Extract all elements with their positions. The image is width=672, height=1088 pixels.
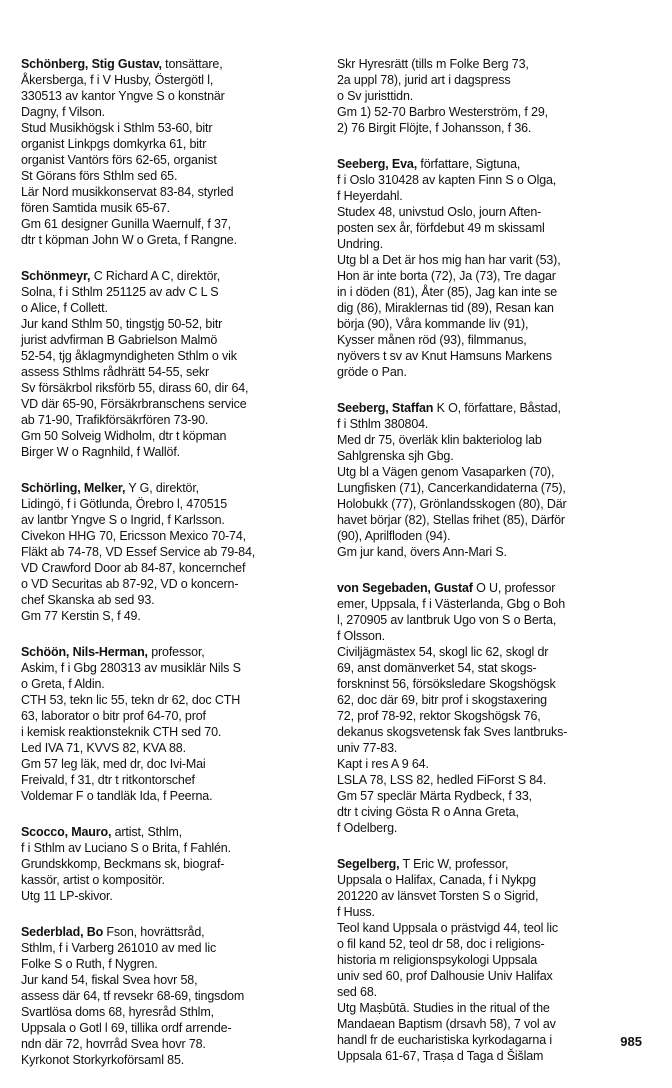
entry-text: 2a uppl 78), jurid art i dagspress	[337, 73, 511, 87]
entry-text: dekanus skogsvetensk fak Sves lantbruks-	[337, 725, 568, 739]
entry-line	[21, 788, 319, 804]
entry-line	[337, 968, 639, 984]
entry-text: Fläkt ab 74-78, VD Essef Service ab 79-84,	[21, 545, 256, 559]
entry-text: Jur kand Sthlm 50, tingstjg 50-52, bitr	[21, 317, 223, 331]
entry-text: i kemisk reaktionsteknik CTH sed 70.	[21, 725, 222, 739]
entry-line	[21, 840, 319, 856]
entry-line	[337, 528, 639, 544]
entry-line	[21, 216, 319, 232]
entry-line	[337, 888, 639, 904]
entry-text: assess Sthlms rådhrätt 54-55, sekr	[21, 365, 210, 379]
entry-line	[337, 188, 639, 204]
entry-line	[337, 820, 639, 836]
entry-text: kassör, artist o kompositör.	[21, 873, 165, 887]
entry-line	[337, 72, 639, 88]
biography-entry	[337, 856, 639, 1064]
entry-text: 72, prof 78-92, rektor Skogshögsk 76,	[337, 709, 541, 723]
entry-line	[337, 156, 639, 172]
entry-line	[21, 396, 319, 412]
entry-line	[337, 496, 639, 512]
entry-line	[337, 1000, 639, 1016]
biography-entry	[337, 400, 639, 560]
entry-name: Schönmeyr,	[21, 269, 91, 283]
entry-line	[337, 984, 639, 1000]
entry-text: organist Vantörs förs 62-65, organist	[21, 153, 217, 167]
entry-name: von Segebaden, Gustaf	[337, 581, 473, 595]
entry-text: K O, författare, Båstad,	[433, 401, 561, 415]
entry-name: Sederblad, Bo	[21, 925, 104, 939]
entry-text: Uppsala 61-67, Traṣa d Taga d Šišlam	[337, 1049, 544, 1063]
entry-text: Svartlösa doms 68, hyresråd Sthlm,	[21, 1005, 214, 1019]
entry-text: havet börjar (82), Stellas frihet (85), Därför	[337, 513, 565, 527]
entry-text: Lär Nord musikkonservat 83-84, styrled	[21, 185, 234, 199]
entry-line	[21, 444, 319, 460]
entry-text: gröde o Pan.	[337, 365, 407, 379]
entry-text: Gm 61 designer Gunilla Waernulf, f 37,	[21, 217, 231, 231]
entry-line	[337, 364, 639, 380]
entry-text: Hon är inte borta (72), Ja (73), Tre dagar	[337, 269, 556, 283]
entry-line	[21, 692, 319, 708]
entry-text: Gm 50 Solveig Widholm, dtr t köpman	[21, 429, 227, 443]
left-column	[21, 56, 319, 1088]
entry-text: 52-54, tjg åklagmyndigheten Sthlm o vik	[21, 349, 237, 363]
entry-text: assess där 64, tf revsekr 68-69, tingsdom	[21, 989, 245, 1003]
entry-text: f Odelberg.	[337, 821, 398, 835]
entry-line	[337, 448, 639, 464]
entry-text: jurist advfirman B Gabrielson Malmö	[21, 333, 218, 347]
entry-line	[337, 644, 639, 660]
entry-line	[21, 528, 319, 544]
entry-line	[21, 940, 319, 956]
entry-text: O U, professor	[472, 581, 556, 595]
entry-line	[21, 972, 319, 988]
entry-text: Y G, direktör,	[125, 481, 199, 495]
biography-entry	[21, 268, 319, 460]
entry-text: historia m religionspsykologi Uppsala	[337, 953, 538, 967]
page-number: 985	[620, 1034, 642, 1049]
biography-entry	[21, 924, 319, 1068]
entry-line	[21, 924, 319, 940]
entry-line	[21, 560, 319, 576]
entry-text: in i döden (81), Åter (85), Jag kan inte se	[337, 285, 558, 299]
entry-line	[21, 676, 319, 692]
entry-line	[21, 284, 319, 300]
entry-line	[21, 496, 319, 512]
entry-line	[337, 464, 639, 480]
entry-text: Voldemar F o tandläk Ida, f Peerna.	[21, 789, 213, 803]
entry-text: Kysser månen röd (93), filmmanus,	[337, 333, 527, 347]
entry-text: Dagny, f Vilson.	[21, 105, 105, 119]
entry-text: sed 68.	[337, 985, 377, 999]
entry-line	[21, 268, 319, 284]
biography-entry	[337, 156, 639, 380]
entry-line	[337, 872, 639, 888]
entry-text: CTH 53, tekn lic 55, tekn dr 62, doc CTH	[21, 693, 241, 707]
entry-line	[21, 104, 319, 120]
entry-line	[21, 988, 319, 1004]
entry-text: Stud Musikhögsk i Sthlm 53-60, bitr	[21, 121, 213, 135]
entry-line	[21, 824, 319, 840]
entry-text: o VD Securitas ab 87-92, VD o koncern-	[21, 577, 239, 591]
entry-line	[21, 120, 319, 136]
entry-name: Schöön, Nils-Herman,	[21, 645, 148, 659]
entry-text: dtr t civing Gösta R o Anna Greta,	[337, 805, 519, 819]
entry-text: Gm 77 Kerstin S, f 49.	[21, 609, 141, 623]
entry-text: Grundskkomp, Beckmans sk, biograf-	[21, 857, 225, 871]
entry-text: (90), Aprilfloden (94).	[337, 529, 451, 543]
entry-text: Gm 57 leg läk, med dr, doc Ivi-Mai	[21, 757, 206, 771]
entry-text: Med dr 75, överläk klin bakteriolog lab	[337, 433, 542, 447]
entry-line	[21, 724, 319, 740]
entry-line	[337, 756, 639, 772]
entry-line	[21, 136, 319, 152]
entry-line	[337, 596, 639, 612]
entry-name: Schönberg, Stig Gustav,	[21, 57, 162, 71]
biography-entry	[337, 56, 639, 136]
entry-text: univ 77-83.	[337, 741, 398, 755]
entry-text: o Sv juristtidn.	[337, 89, 414, 103]
entry-text: f Olsson.	[337, 629, 385, 643]
entry-text: fören Samtida musik 65-67.	[21, 201, 170, 215]
entry-line	[21, 544, 319, 560]
entry-name: Schörling, Melker,	[21, 481, 126, 495]
entry-text: Skr Hyresrätt (tills m Folke Berg 73,	[337, 57, 529, 71]
entry-line	[337, 692, 639, 708]
entry-line	[337, 348, 639, 364]
entry-line	[21, 856, 319, 872]
biography-entry	[21, 824, 319, 904]
biography-entry	[21, 644, 319, 804]
entry-line	[337, 88, 639, 104]
entry-text: T Eric W, professor,	[399, 857, 509, 871]
entry-line	[21, 512, 319, 528]
entry-text: f i Sthlm av Luciano S o Brita, f Fahlén.	[21, 841, 231, 855]
entry-text: Askim, f i Gbg 280313 av musiklär Nils S	[21, 661, 241, 675]
entry-line	[337, 740, 639, 756]
entry-text: dig (86), Miraklernas tid (89), Resan kan	[337, 301, 554, 315]
entry-line	[21, 888, 319, 904]
entry-text: Freivald, f 31, dtr t ritkontorschef	[21, 773, 195, 787]
entry-line	[337, 1016, 639, 1032]
entry-line	[337, 580, 639, 596]
entry-line	[21, 380, 319, 396]
entry-line	[21, 316, 319, 332]
entry-text: f i Sthlm 380804.	[337, 417, 429, 431]
entry-text: författare, Sigtuna,	[417, 157, 521, 171]
entry-line	[337, 708, 639, 724]
entry-line	[337, 904, 639, 920]
entry-line	[337, 512, 639, 528]
entry-line	[21, 332, 319, 348]
entry-line	[21, 1004, 319, 1020]
entry-text: organist Linkpgs domkyrka 61, bitr	[21, 137, 207, 151]
entry-text: emer, Uppsala, f i Västerlanda, Gbg o Boh	[337, 597, 566, 611]
entry-text: Lungfisken (71), Cancerkandidaterna (75),	[337, 481, 566, 495]
entry-line	[21, 660, 319, 676]
entry-line	[337, 284, 639, 300]
entry-text: professor,	[147, 645, 205, 659]
entry-name: Seeberg, Eva,	[337, 157, 418, 171]
biography-entry	[21, 56, 319, 248]
entry-text: f Heyerdahl.	[337, 189, 403, 203]
entry-line	[337, 332, 639, 348]
entry-line	[337, 676, 639, 692]
entry-text: Teol kand Uppsala o prästvigd 44, teol lic	[337, 921, 558, 935]
entry-line	[337, 416, 639, 432]
entry-text: Utg bl a Det är hos mig han har varit (53),	[337, 253, 561, 267]
entry-text: f Huss.	[337, 905, 375, 919]
entry-text: Civiljägmästex 54, skogl lic 62, skogl dr	[337, 645, 549, 659]
entry-line	[21, 1036, 319, 1052]
entry-line	[337, 300, 639, 316]
entry-line	[337, 220, 639, 236]
entry-text: o fil kand 52, teol dr 58, doc i religions-	[337, 937, 545, 951]
entry-text: VD där 65-90, Försäkrbranschens service	[21, 397, 247, 411]
entry-text: 69, anst domänverket 54, stat skogs-	[337, 661, 537, 675]
entry-text: 63, laborator o bitr prof 64-70, prof	[21, 709, 206, 723]
entry-line	[337, 104, 639, 120]
entry-line	[337, 724, 639, 740]
entry-text: Utg Maṣbūtā. Studies in the ritual of the	[337, 1001, 550, 1015]
entry-line	[337, 236, 639, 252]
entry-text: forskninst 56, försöksledare Skogshögsk	[337, 677, 556, 691]
entry-line	[337, 936, 639, 952]
entry-line	[21, 348, 319, 364]
entry-text: univ sed 60, prof Dalhousie Univ Halifax	[337, 969, 553, 983]
entry-text: Sv försäkrbol riksförb 55, dirass 60, dir 64,	[21, 381, 249, 395]
entry-line	[337, 628, 639, 644]
entry-line	[21, 364, 319, 380]
entry-text: 62, doc där 69, bitr prof i skogstaxering	[337, 693, 547, 707]
entry-text: Gm 57 speclär Märta Rydbeck, f 33,	[337, 789, 532, 803]
entry-text: dtr t köpman John W o Greta, f Rangne.	[21, 233, 237, 247]
entry-text: Jur kand 54, fiskal Svea hovr 58,	[21, 973, 198, 987]
entry-line	[337, 1032, 639, 1048]
entry-text: Folke S o Ruth, f Nygren.	[21, 957, 158, 971]
entry-text: Utg bl a Vägen genom Vasaparken (70),	[337, 465, 555, 479]
entry-line	[21, 88, 319, 104]
entry-line	[337, 660, 639, 676]
entry-text: Mandaean Baptism (drsavh 58), 7 vol av	[337, 1017, 556, 1031]
entry-line	[337, 772, 639, 788]
entry-line	[21, 184, 319, 200]
entry-name: Segelberg,	[337, 857, 400, 871]
entry-text: 330513 av kantor Yngve S o konstnär	[21, 89, 225, 103]
entry-line	[21, 300, 319, 316]
entry-line	[21, 152, 319, 168]
entry-text: Holobukk (77), Grönlandsskogen (80), Där	[337, 497, 567, 511]
entry-line	[337, 120, 639, 136]
entry-text: ndn där 72, hovrråd Svea hovr 78.	[21, 1037, 206, 1051]
biography-entry	[337, 580, 639, 836]
biography-entry	[21, 480, 319, 624]
entry-line	[337, 1048, 639, 1064]
entry-line	[21, 412, 319, 428]
entry-line	[337, 172, 639, 188]
entry-text: Utg 11 LP-skivor.	[21, 889, 113, 903]
entry-line	[21, 644, 319, 660]
entry-text: Led IVA 71, KVVS 82, KVA 88.	[21, 741, 186, 755]
entry-text: tonsättare,	[161, 57, 223, 71]
entry-text: Sahlgrenska sjh Gbg.	[337, 449, 454, 463]
entry-line	[337, 544, 639, 560]
entry-line	[21, 168, 319, 184]
entry-text: Studex 48, univstud Oslo, journ Aften-	[337, 205, 542, 219]
entry-text: Åkersberga, f i V Husby, Östergötl l,	[21, 73, 214, 87]
right-column	[337, 56, 639, 1084]
entry-text: ab 71-90, Trafikförsäkrfören 73-90.	[21, 413, 209, 427]
entry-text: posten sex år, förfdebut 49 m skissaml	[337, 221, 545, 235]
entry-text: Birger W o Ragnhild, f Wallöf.	[21, 445, 180, 459]
entry-line	[21, 740, 319, 756]
entry-line	[21, 872, 319, 888]
entry-line	[337, 400, 639, 416]
entry-text: 2) 76 Birgit Flöjte, f Johansson, f 36.	[337, 121, 532, 135]
entry-line	[337, 920, 639, 936]
entry-text: Uppsala o Gotl l 69, tillika ordf arrende-	[21, 1021, 232, 1035]
entry-text: Fson, hovrättsråd,	[103, 925, 205, 939]
entry-text: o Alice, f Collett.	[21, 301, 108, 315]
entry-line	[21, 576, 319, 592]
entry-text: av lantbr Yngve S o Ingrid, f Karlsson.	[21, 513, 225, 527]
entry-text: Gm jur kand, övers Ann-Mari S.	[337, 545, 507, 559]
entry-text: 201220 av länsvet Torsten S o Sigrid,	[337, 889, 539, 903]
entry-name: Scocco, Mauro,	[21, 825, 112, 839]
entry-line	[337, 856, 639, 872]
entry-line	[21, 756, 319, 772]
entry-text: chef Skanska ab sed 93.	[21, 593, 155, 607]
entry-text: Uppsala o Halifax, Canada, f i Nykpg	[337, 873, 536, 887]
entry-text: Solna, f i Sthlm 251125 av adv C L S	[21, 285, 219, 299]
entry-line	[337, 788, 639, 804]
entry-line	[337, 432, 639, 448]
entry-line	[337, 204, 639, 220]
entry-text: Lidingö, f i Götlunda, Örebro l, 470515	[21, 497, 228, 511]
entry-line	[337, 56, 639, 72]
entry-text: l, 270905 av lantbruk Ugo von S o Berta,	[337, 613, 557, 627]
entry-text: VD Crawford Door ab 84-87, koncernchef	[21, 561, 246, 575]
entry-text: Kapt i res A 9 64.	[337, 757, 429, 771]
entry-text: Civekon HHG 70, Ericsson Mexico 70-74,	[21, 529, 246, 543]
entry-text: börja (90), Våra kommande liv (91),	[337, 317, 529, 331]
entry-line	[337, 952, 639, 968]
entry-line	[21, 1052, 319, 1068]
entry-text: handl fr de eucharistiska kyrkodagarna i	[337, 1033, 552, 1047]
entry-line	[21, 608, 319, 624]
entry-line	[337, 252, 639, 268]
entry-line	[21, 200, 319, 216]
entry-line	[21, 592, 319, 608]
entry-text: Undring.	[337, 237, 384, 251]
entry-line	[337, 612, 639, 628]
entry-text: St Görans förs Sthlm sed 65.	[21, 169, 178, 183]
entry-line	[21, 72, 319, 88]
entry-line	[337, 268, 639, 284]
entry-text: C Richard A C, direktör,	[90, 269, 221, 283]
entry-text: nyövers t sv av Knut Hamsuns Markens	[337, 349, 552, 363]
entry-line	[337, 480, 639, 496]
entry-text: artist, Sthlm,	[111, 825, 182, 839]
entry-text: f i Oslo 310428 av kapten Finn S o Olga,	[337, 173, 557, 187]
entry-text: Gm 1) 52-70 Barbro Westerström, f 29,	[337, 105, 548, 119]
entry-name: Seeberg, Staffan	[337, 401, 434, 415]
entry-line	[21, 772, 319, 788]
entry-line	[21, 232, 319, 248]
entry-text: Kyrkonot Storkyrkoförsaml 85.	[21, 1053, 185, 1067]
entry-line	[337, 316, 639, 332]
entry-line	[21, 1020, 319, 1036]
entry-line	[21, 56, 319, 72]
entry-text: Sthlm, f i Varberg 261010 av med lic	[21, 941, 217, 955]
entry-line	[21, 480, 319, 496]
entry-line	[21, 708, 319, 724]
entry-line	[21, 428, 319, 444]
entry-text: LSLA 78, LSS 82, hedled FiForst S 84.	[337, 773, 547, 787]
entry-text: o Greta, f Aldin.	[21, 677, 105, 691]
entry-line	[21, 956, 319, 972]
entry-line	[337, 804, 639, 820]
